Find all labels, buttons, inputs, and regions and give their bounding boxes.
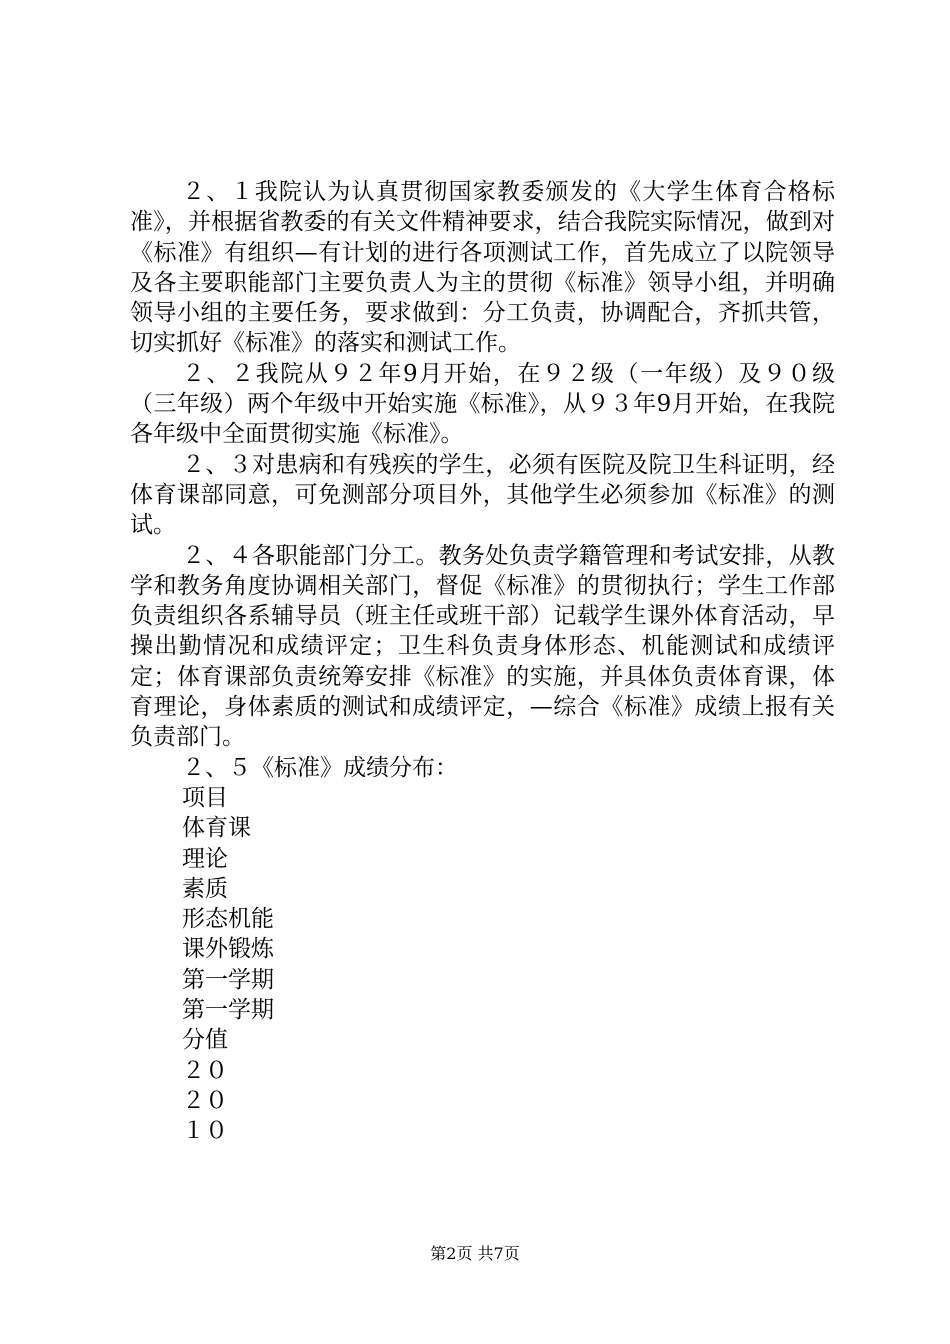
list-item: 体育课	[182, 815, 251, 842]
list-item: 第一学期	[182, 997, 274, 1024]
list-item: 素质	[182, 875, 228, 902]
paragraph-2-1: ２、１我院认为认真贯彻国家教委颁发的《大学生体育合格标准》，并根据省教委的有关文件精神要求，结合我院实际情况，做到对《标准》有组织—有计划的进行各项测试工作，首先成立了以院领导及各主要职能部门主要负责人为主的贯彻《标准》领导小组，并明确领导小组的主要任务，要求做到：分工负责，协调配合，齐抓共管，切实抓好《标准》的落实和测试工作。	[130, 179, 835, 357]
paragraph-2-4: ２、４各职能部门分工。教务处负责学籍管理和考试安排，从教学和教务角度协调相关部门，督促《标准》的贯彻执行；学生工作部负责组织各系辅导员（班主任或班干部）记载学生课外体育活动，早操出勤情况和成绩评定；卫生科负责身体形态、机能测试和成绩评定；体育课部负责统筹安排《标准》的实施，并具体负责体育课，体育理论，身体素质的测试和成绩评定，—综合《标准》成绩上报有关负责部门。	[130, 542, 835, 751]
list-item: 第一学期	[182, 966, 274, 993]
list-item: 项目	[182, 784, 228, 811]
list-item: ２０	[182, 1057, 228, 1084]
document-body	[130, 177, 835, 1147]
paragraph-2-5: ２、５《标准》成绩分布：	[182, 754, 458, 781]
list-item: ２０	[182, 1087, 228, 1114]
list-item: １０	[182, 1118, 228, 1145]
list-item: 课外锻炼	[182, 936, 274, 963]
list-item: 理论	[182, 845, 228, 872]
paragraph-2-2: ２、２我院从９２年9月开始，在９２级（一年级）及９０级（三年级）两个年级中开始实施《标准》，从９３年9月开始，在我院各年级中全面贯彻实施《标准》。	[130, 360, 835, 448]
list-item: 形态机能	[182, 906, 274, 933]
paragraph-2-3: ２、３对患病和有残疾的学生，必须有医院及院卫生科证明，经体育课部同意，可免测部分项目外，其他学生必须参加《标准》的测试。	[130, 451, 835, 539]
list-item: 分值	[182, 1027, 228, 1054]
score-distribution-list	[130, 783, 835, 1147]
page-number: 第2页 共7页	[430, 1244, 520, 1263]
